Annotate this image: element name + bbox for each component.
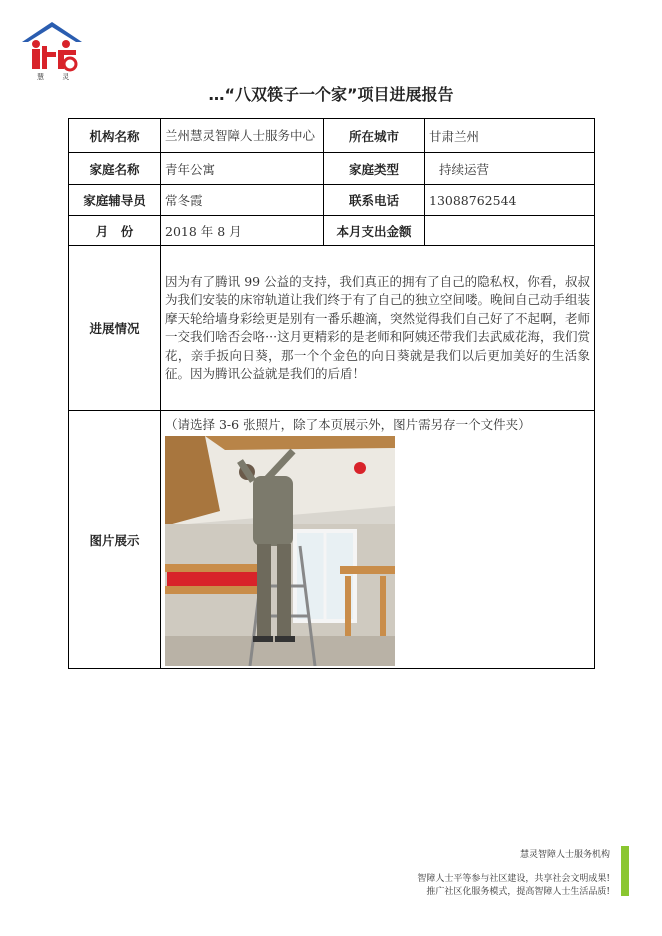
expense-value bbox=[425, 216, 595, 246]
logo-caption: 慧 灵 bbox=[37, 73, 78, 81]
month-label: 月 份 bbox=[69, 216, 161, 246]
footer-slogan-2: 推广社区化服务模式，提高智障人士生活品质! bbox=[426, 887, 610, 897]
activity-photo bbox=[165, 436, 395, 666]
footer-slogan-1: 智障人士平等参与社区建设，共享社会文明成果! bbox=[417, 874, 610, 884]
photos-note: （请选择 3-6 张照片，除了本页展示外，图片需另存一个文件夹） bbox=[165, 417, 531, 432]
month-value: 2018 年 8 月 bbox=[161, 216, 324, 246]
progress-text: 因为有了腾讯 99 公益的支持，我们真正的拥有了自己的隐私权，你看，叔叔为我们安装的床帘轨道让我们终于有了自己的独立空间喽。晚间自己动手组装摩天轮给墙身彩绘更是别有一番乐趣滴，突然觉得我们自己好了不起啊，老师一交我们啥否会咯···这月更精彩的是老师和阿姨还带我们去武威花海，我们赏花，亲手扳向日葵，那一个个金色的向日葵就是我们以后更加美好的生活象征。因为腾讯公益就是我们的后盾！ bbox=[161, 246, 595, 411]
mentor-label: 家庭辅导员 bbox=[69, 185, 161, 216]
expense-label: 本月支出金额 bbox=[324, 216, 425, 246]
footer-org: 慧灵智障人士服务机构 bbox=[519, 850, 610, 860]
mentor-value: 常冬霞 bbox=[161, 185, 324, 216]
org-value: 兰州慧灵智障人士服务中心 bbox=[161, 119, 324, 153]
page-title: …“八双筷子一个家”项目进展报告 bbox=[208, 85, 454, 104]
family-value: 青年公寓 bbox=[161, 153, 324, 185]
accent-bar bbox=[621, 846, 629, 896]
photos-label: 图片展示 bbox=[69, 411, 161, 669]
org-label: 机构名称 bbox=[69, 119, 161, 153]
city-value: 甘肃兰州 bbox=[425, 119, 595, 153]
report-table bbox=[68, 118, 595, 669]
photos-cell bbox=[161, 411, 595, 669]
type-label: 家庭类型 bbox=[324, 153, 425, 185]
progress-label: 进展情况 bbox=[69, 246, 161, 411]
phone-label: 联系电话 bbox=[324, 185, 425, 216]
type-value: 持续运营 bbox=[425, 153, 595, 185]
phone-value: 13088762544 bbox=[425, 185, 595, 216]
city-label: 所在城市 bbox=[324, 119, 425, 153]
family-label: 家庭名称 bbox=[69, 153, 161, 185]
